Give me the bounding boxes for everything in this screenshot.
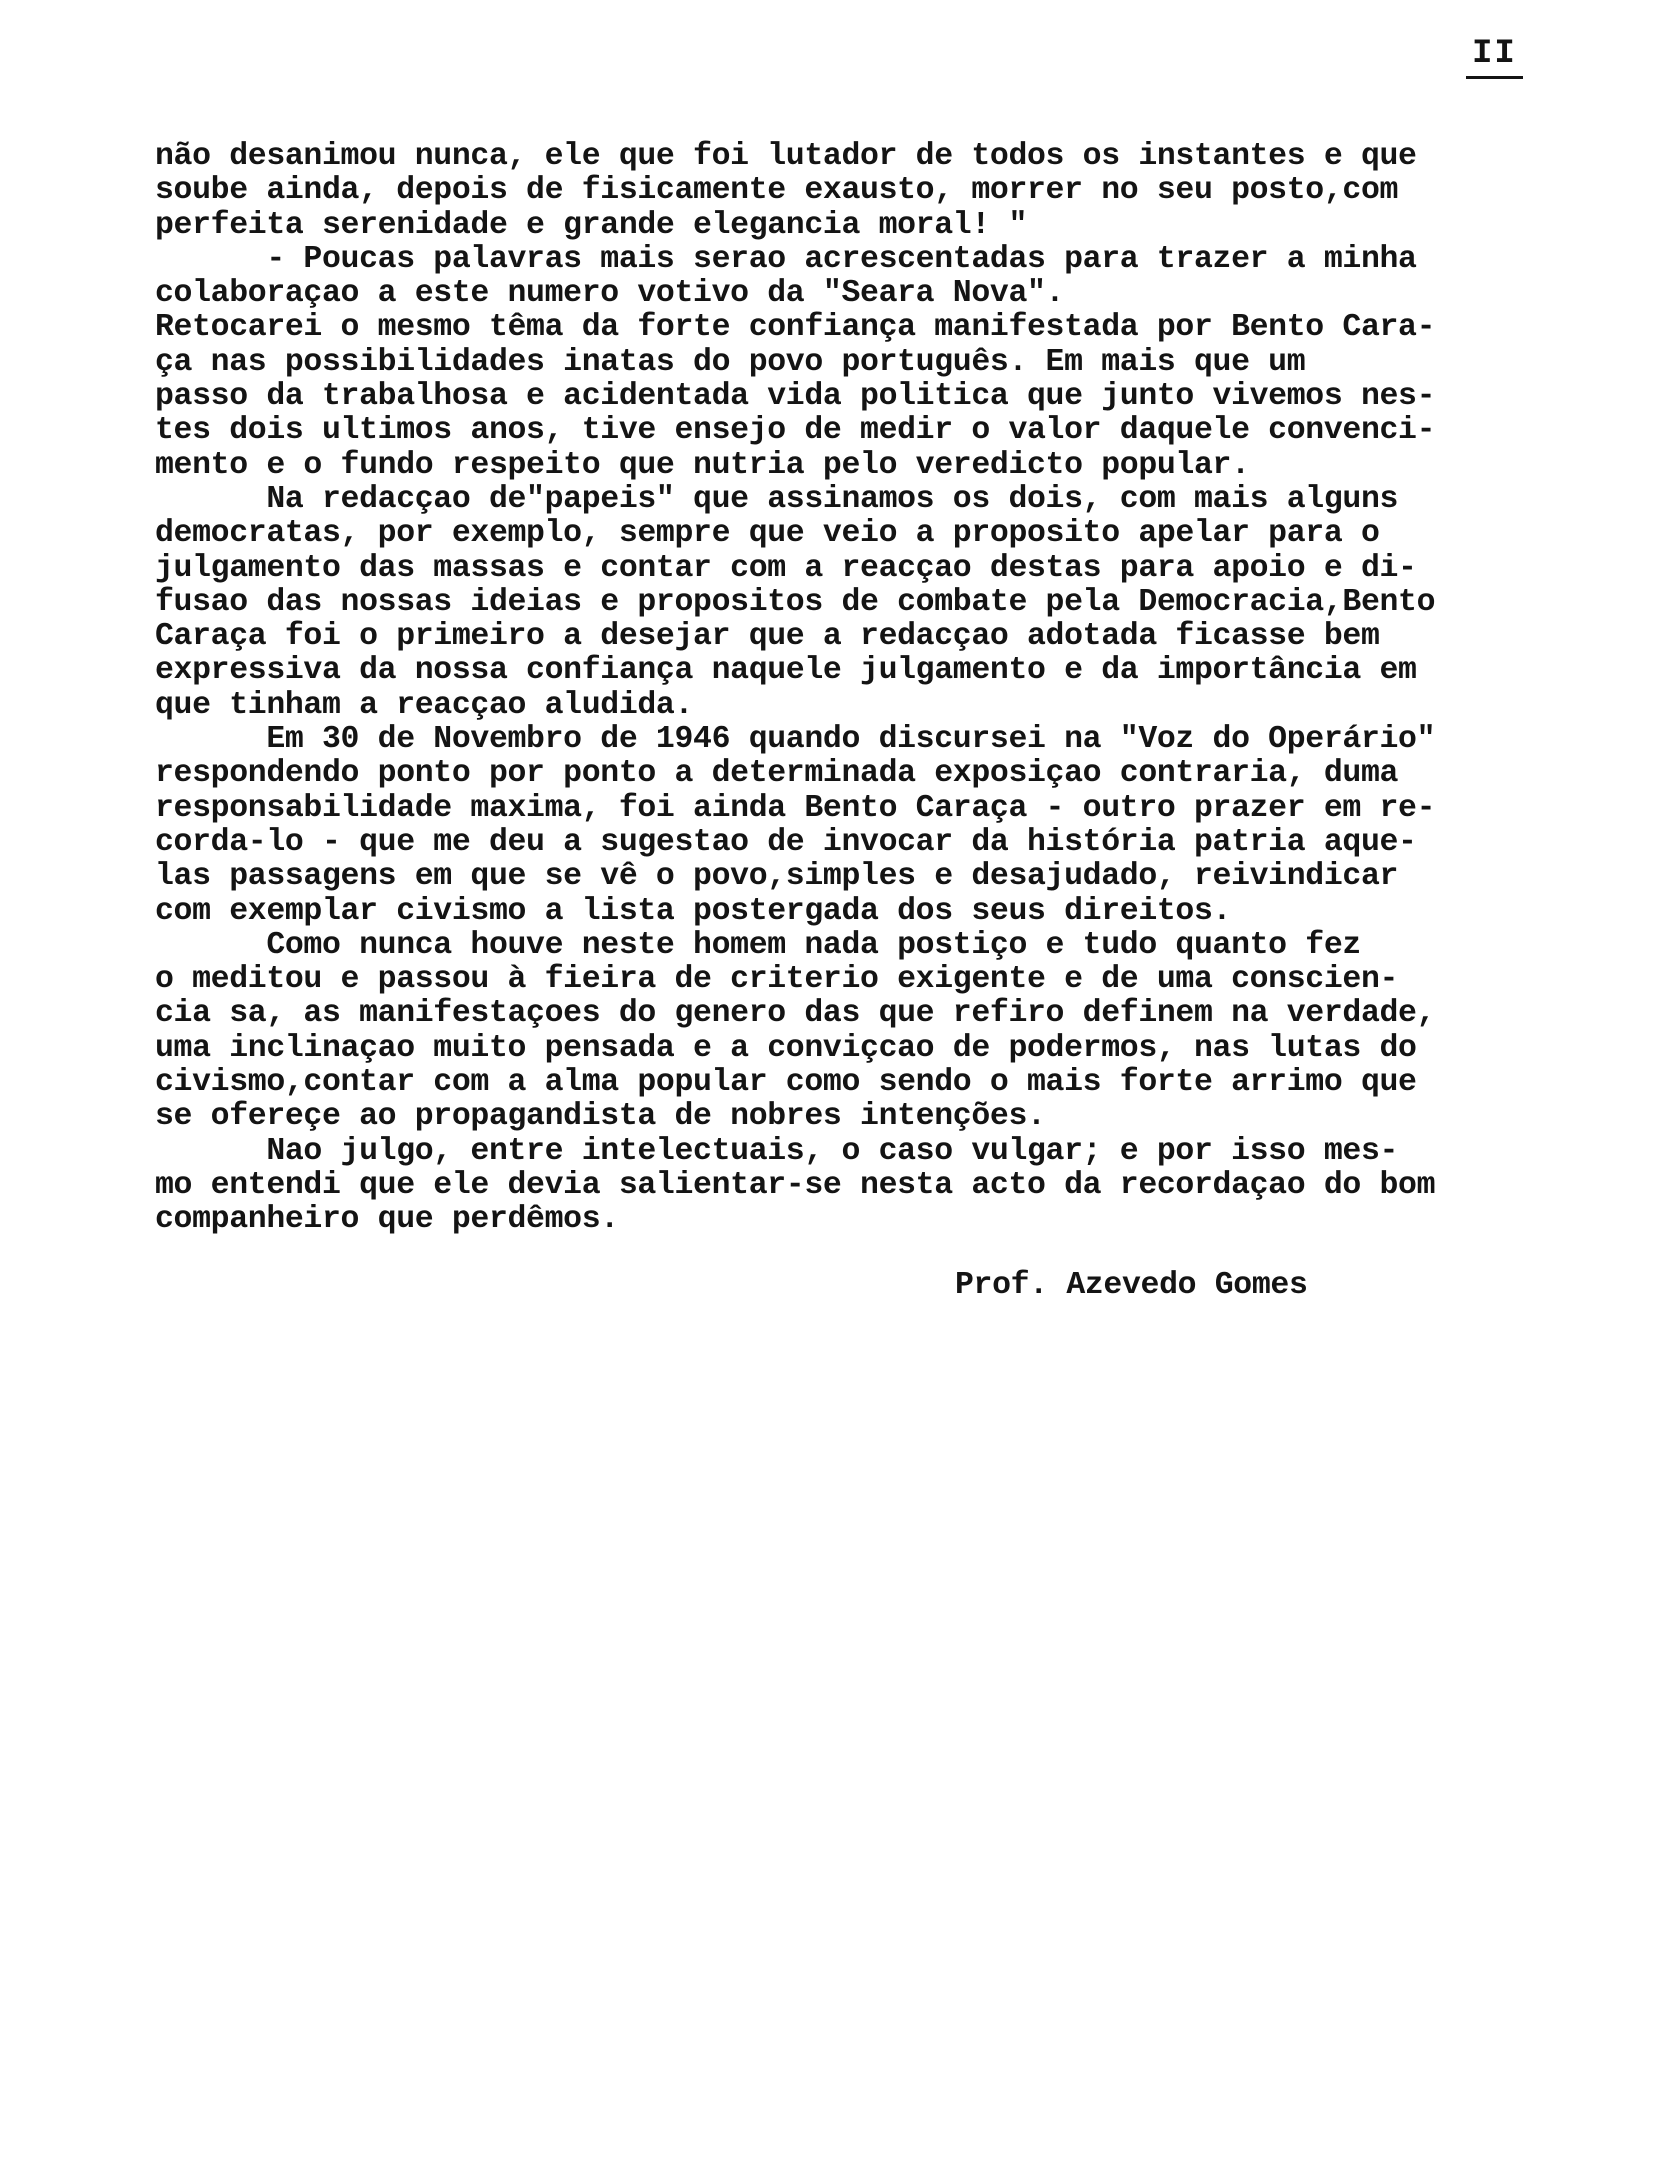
text-line: passo da trabalhosa e acidentada vida politica que junto vivemos nes- [155, 379, 1436, 415]
text-line: respondendo ponto por ponto a determinada exposiçao contraria, duma [155, 756, 1399, 792]
text-line: soube ainda, depois de fisicamente exausto, morrer no seu posto,com [155, 173, 1399, 209]
text-line: las passagens em que se vê o povo,simples e desajudado, reivindicar [155, 859, 1399, 895]
text-line: Na redacçao de"papeis" que assinamos os dois, com mais alguns [155, 481, 1399, 517]
text-line: fusao das nossas ideias e propositos de combate pela Democracia,Bento [155, 584, 1436, 620]
text-line: corda-lo - que me deu a sugestao de invocar da história patria aque- [155, 824, 1417, 860]
text-line: civismo,contar com a alma popular como sendo o mais forte arrimo que [155, 1065, 1417, 1101]
text-line: que tinham a reacçao aludida. [155, 687, 694, 723]
page-number: II [1466, 34, 1523, 79]
text-line: colaboraçao a este numero votivo da "Seara Nova". [155, 276, 1065, 312]
text-line: se ofereçe ao propagandista de nobres intenções. [155, 1099, 1046, 1135]
text-line: democratas, por exemplo, sempre que veio a proposito apelar para o [155, 516, 1380, 552]
text-line: Caraça foi o primeiro a desejar que a redacçao adotada ficasse bem [155, 619, 1380, 655]
text-line: julgamento das massas e contar com a reacçao destas para apoio e di- [155, 550, 1417, 586]
text-line: Nao julgo, entre intelectuais, o caso vulgar; e por isso mes- [155, 1133, 1399, 1169]
text-line: ça nas possibilidades inatas do povo português. Em mais que um [155, 344, 1306, 380]
text-line: Retocarei o mesmo têma da forte confiança manifestada por Bento Cara- [155, 310, 1436, 346]
text-line: o meditou e passou à fieira de criterio exigente e de uma conscien- [155, 962, 1399, 998]
text-line: - Poucas palavras mais serao acrescentadas para trazer a minha [155, 241, 1417, 277]
text-line: perfeita serenidade e grande elegancia moral! " [155, 207, 1027, 243]
text-line: uma inclinaçao muito pensada e a conviçcao de podermos, nas lutas do [155, 1030, 1417, 1066]
text-line: Como nunca houve neste homem nada postiço e tudo quanto fez [155, 927, 1361, 963]
signature: Prof. Azevedo Gomes [955, 1268, 1308, 1303]
text-line: mento e o fundo respeito que nutria pelo veredicto popular. [155, 447, 1250, 483]
text-line: Em 30 de Novembro de 1946 quando discursei na "Voz do Operário" [155, 722, 1436, 758]
text-line: mo entendi que ele devia salientar-se nesta acto da recordaçao do bom [155, 1167, 1436, 1203]
text-line: com exemplar civismo a lista postergada dos seus direitos. [155, 893, 1232, 929]
letter-body [155, 140, 1555, 1238]
text-line: expressiva da nossa confiança naquele julgamento e da importância em [155, 653, 1417, 689]
text-line: tes dois ultimos anos, tive ensejo de medir o valor daquele convenci- [155, 413, 1436, 449]
text-line: companheiro que perdêmos. [155, 1202, 619, 1238]
text-line: cia sa, as manifestaçoes do genero das que refiro definem na verdade, [155, 996, 1436, 1032]
text-line: não desanimou nunca, ele que foi lutador de todos os instantes e que [155, 139, 1417, 174]
text-line: responsabilidade maxima, foi ainda Bento Caraça - outro prazer em re- [155, 790, 1436, 826]
